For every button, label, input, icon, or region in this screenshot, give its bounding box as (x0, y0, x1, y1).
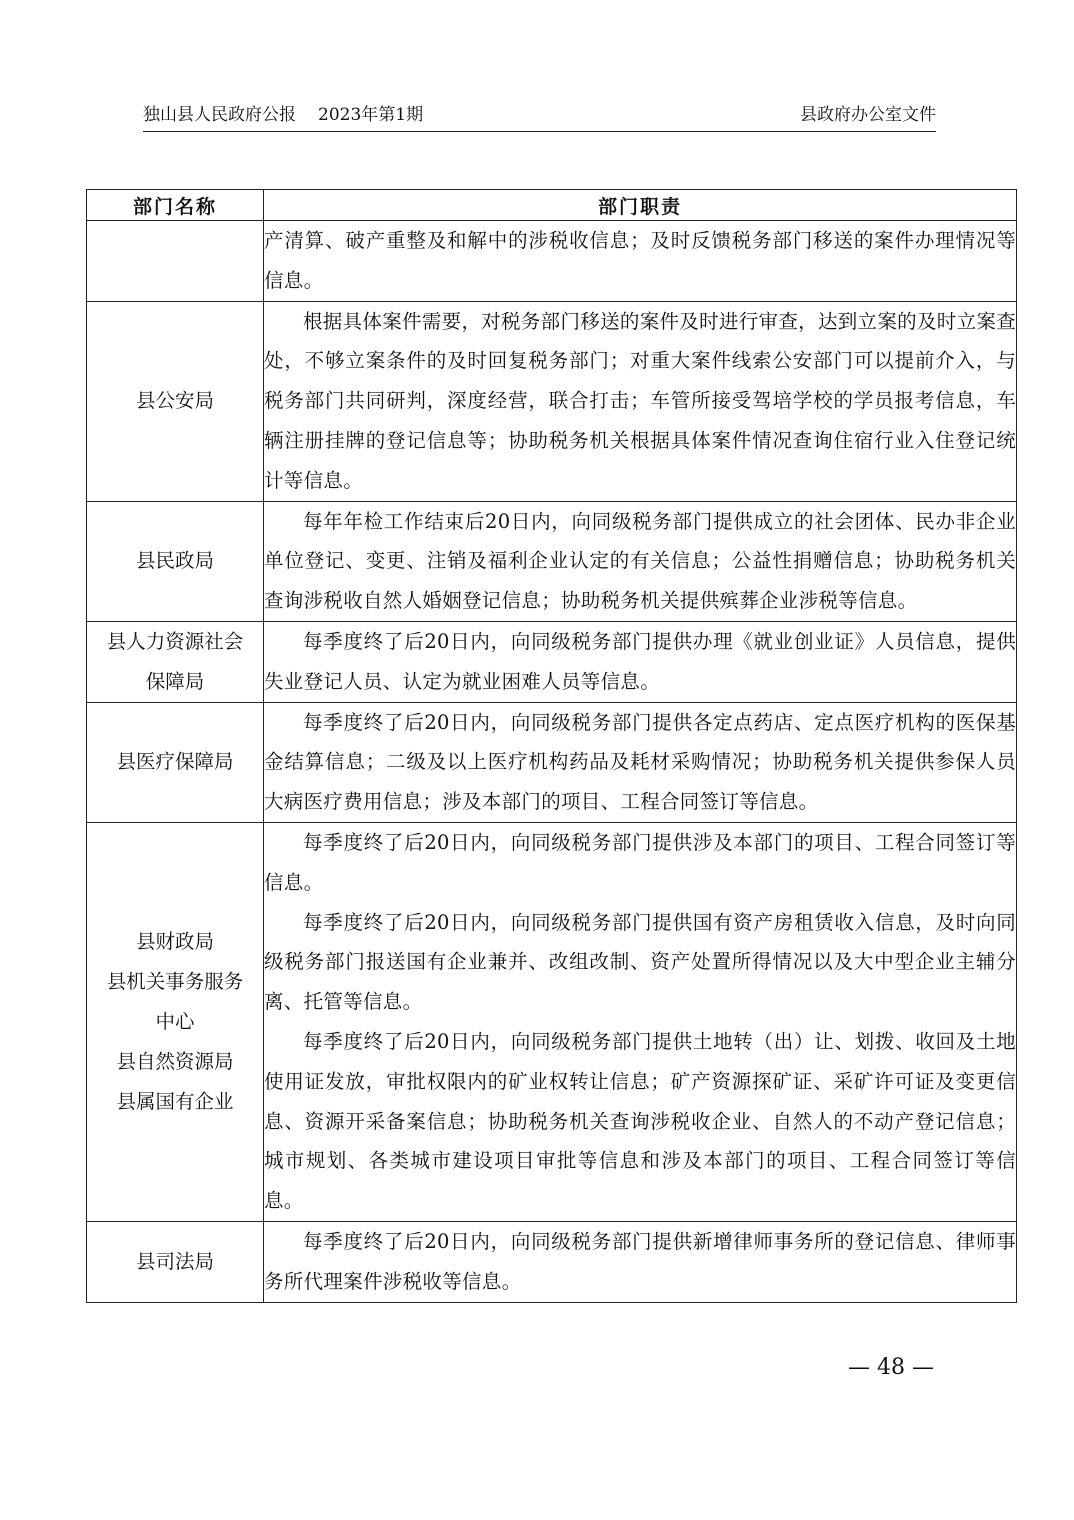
page-header (143, 103, 936, 127)
duties-cell (264, 621, 1017, 702)
duties-cell (264, 221, 1017, 302)
department-name: 县司法局 (135, 1249, 214, 1273)
department-cell (87, 822, 264, 1221)
department-cell (87, 702, 264, 822)
duties-cell (264, 1221, 1017, 1302)
department-cell (87, 221, 264, 302)
department-name: 县医疗保障局 (116, 750, 234, 774)
table-row (87, 702, 1017, 822)
duties-cell (264, 301, 1017, 501)
table-header-row (87, 190, 1017, 221)
duty-paragraph: 每季度终了后20日内，向同级税务部门提供新增律师事务所的登记信息、律师事务所代理案件涉税收等信息。 (264, 1229, 1016, 1293)
header-publication (143, 103, 445, 127)
duty-paragraph: 每年年检工作结束后20日内，向同级税务部门提供成立的社会团体、民办非企业单位登记、变更、注销及福利企业认定的有关信息；公益性捐赠信息；协助税务机关查询涉税收自然人婚姻登记信息；协助税务机关提供殡葬企业涉税等信息。 (264, 509, 1016, 613)
duty-paragraph: 每季度终了后20日内，向同级税务部门提供土地转（出）让、划拨、收回及土地使用证发放，审批权限内的矿业权转让信息；矿产资源探矿证、采矿许可证及变更信息、资源开采备案信息；协助税务机关查询涉税收企业、自然人的不动产登记信息；城市规划、各类城市建设项目审批等信息和涉及本部门的项目、工程合同签订等信息。 (264, 1029, 1016, 1213)
duty-paragraph: 每季度终了后20日内，向同级税务部门提供办理《就业创业证》人员信息，提供失业登记人员、认定为就业困难人员等信息。 (264, 629, 1016, 693)
duty-paragraph: 每季度终了后20日内，向同级税务部门提供各定点药店、定点医疗机构的医保基金结算信息；二级及以上医疗机构药品及耗材采购情况；协助税务机关提供参保人员大病医疗费用信息；涉及本部门的项目、工程合同签订等信息。 (264, 710, 1016, 814)
column-header-department: 部门名称 (87, 190, 264, 221)
duties-cell (264, 501, 1017, 621)
header-category: 县政府办公室文件 (800, 105, 936, 125)
duty-paragraph: 每季度终了后20日内，向同级税务部门提供涉及本部门的项目、工程合同签订等信息。 (264, 830, 1016, 894)
issue-label: 2023年第1期 (318, 105, 424, 125)
gazette-title: 独山县人民政府公报 (143, 105, 296, 125)
duty-paragraph: 每季度终了后20日内，向同级税务部门提供国有资产房租赁收入信息，及时向同级税务部门报送国有企业兼并、改组改制、资产处置所得情况以及大中型企业主辅分离、托管等信息。 (264, 910, 1016, 1014)
department-name: 县自然资源局 (116, 1049, 234, 1073)
department-name: 县公安局 (135, 389, 214, 413)
duties-cell (264, 822, 1017, 1221)
table-row (87, 501, 1017, 621)
department-name: 县人力资源社会 (106, 629, 244, 653)
table-row (87, 621, 1017, 702)
department-name: 县机关事务服务 (106, 970, 244, 994)
table-row (87, 1221, 1017, 1302)
table-row (87, 221, 1017, 302)
department-name: 保障局 (145, 669, 205, 693)
header-divider (143, 131, 936, 132)
page-number: — 48 — (848, 1355, 934, 1380)
duty-paragraph: 根据具体案件需要，对税务部门移送的案件及时进行审查，达到立案的及时立案查处，不够立案条件的及时回复税务部门；对重大案件线索公安部门可以提前介入，与税务部门共同研判，深度经营，联合打击；车管所接受驾培学校的学员报考信息，车辆注册挂牌的登记信息等；协助税务机关根据具体案件情况查询住宿行业入住登记统计等信息。 (264, 309, 1016, 492)
table-row (87, 301, 1017, 501)
department-cell (87, 301, 264, 501)
department-name: 县财政局 (135, 930, 214, 954)
department-cell (87, 1221, 264, 1302)
table-row (87, 822, 1017, 1221)
department-name: 县民政局 (135, 549, 214, 573)
duties-cell (264, 702, 1017, 822)
department-cell (87, 621, 264, 702)
department-cell (87, 501, 264, 621)
column-header-duties: 部门职责 (264, 190, 1017, 221)
department-duties-table (86, 189, 1017, 1303)
duty-paragraph: 产清算、破产重整及和解中的涉税收信息；及时反馈税务部门移送的案件办理情况等信息。 (264, 229, 1016, 292)
department-name: 中心 (155, 1010, 195, 1034)
department-name: 县属国有企业 (116, 1089, 234, 1113)
